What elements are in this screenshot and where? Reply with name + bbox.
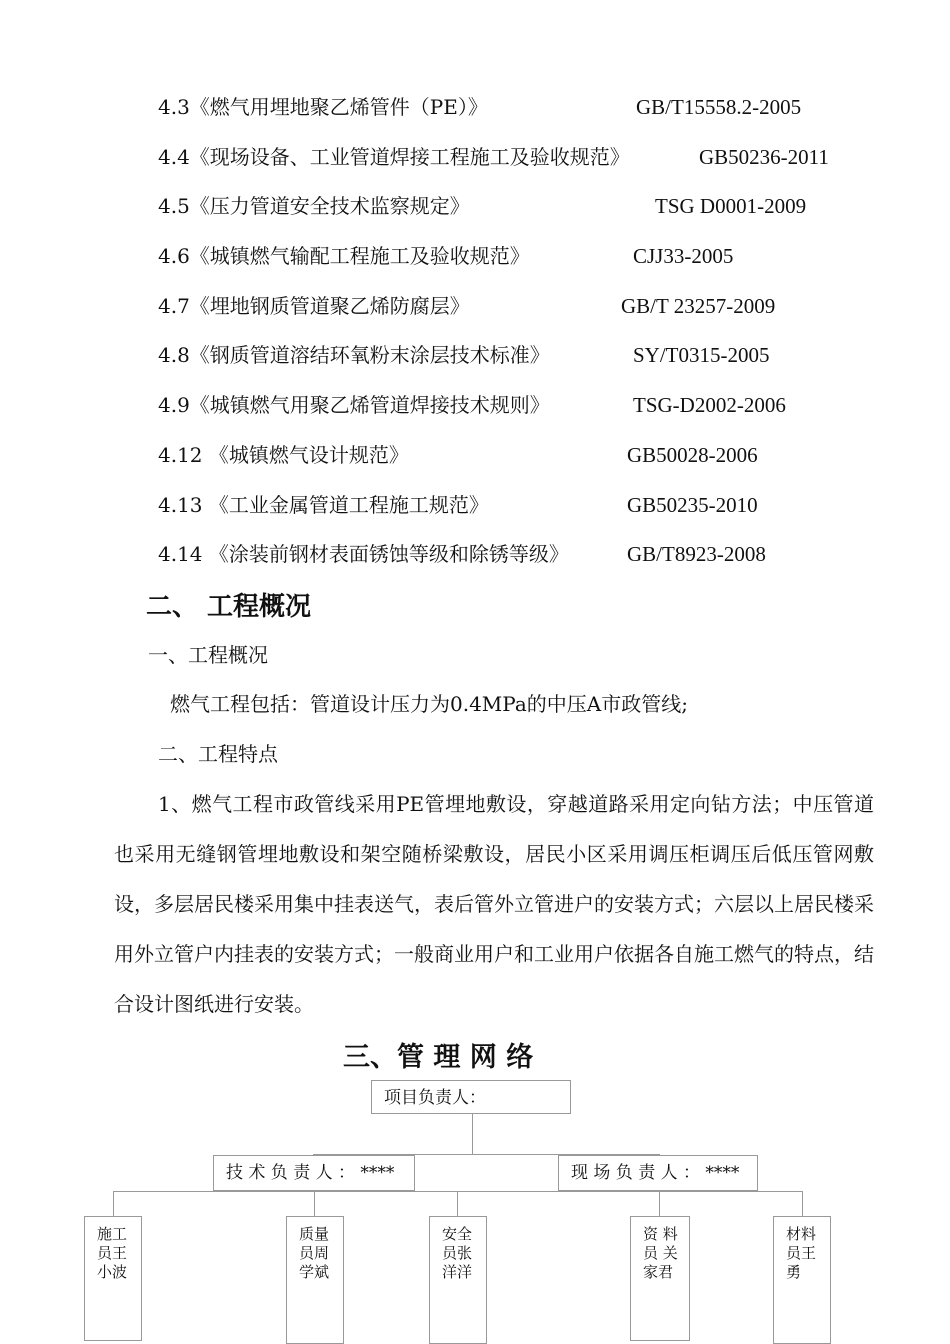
- standard-item-4-8: [158, 340, 858, 370]
- org-project-lead: 项目负责人：: [371, 1080, 571, 1114]
- org-staff-safety: 安全员张洋洋: [429, 1216, 487, 1344]
- standard-title: 4.12 《城镇燃气设计规范》: [158, 443, 409, 467]
- org-connector: [113, 1191, 114, 1216]
- standard-title: 4.8《钢质管道溶结环氧粉末涂层技术标准》: [158, 343, 550, 367]
- feature-paragraph: 1、燃气工程市政管线采用PE管埋地敷设，穿越道路采用定向钻方法；中压管道也采用无缝钢管埋地敷设和架空随桥梁敷设，居民小区采用调压柜调压后低压管网敷设，多层居民楼采用集中挂表送气，表后管外立管进户的安装方式；六层以上居民楼采用外立管户内挂表的安装方式；一般商业用户和工业用户依据各自施工燃气的特点，结合设计图纸进行安装。: [114, 792, 874, 1016]
- standard-code: GB/T8923-2008: [627, 542, 766, 566]
- section-3-heading: 三、管 理 网 络: [343, 1042, 534, 1073]
- standard-item-4-9: [158, 390, 858, 420]
- org-tech-lead: 技 术 负 责 人 ： ****: [213, 1155, 415, 1191]
- standard-title: 4.14 《涂装前钢材表面锈蚀等级和除锈等级》: [158, 542, 569, 566]
- standard-item-4-3: [158, 92, 858, 122]
- standard-item-4-14: [158, 539, 858, 569]
- org-staff-quality: 质量员周学斌: [286, 1216, 344, 1344]
- standard-title: 4.7《埋地钢质管道聚乙烯防腐层》: [158, 294, 470, 318]
- org-staff-documents: 资 料员 关 家君: [630, 1216, 690, 1341]
- org-staff-construction: 施工员王小波: [84, 1216, 142, 1341]
- standard-code: GB50235-2010: [627, 493, 758, 517]
- standard-item-4-7: [158, 291, 858, 321]
- standard-item-4-13: [158, 490, 858, 520]
- section-2-heading: 二、 工程概况: [146, 592, 312, 622]
- standard-code: TSG-D2002-2006: [633, 393, 786, 417]
- org-connector: [472, 1114, 473, 1154]
- overview-text: 燃气工程包括：管道设计压力为0.4MPa的中压A市政管线;: [170, 692, 688, 716]
- org-connector: [457, 1191, 458, 1216]
- org-staff-materials: 材料员王勇: [773, 1216, 831, 1344]
- standard-title: 4.9《城镇燃气用聚乙烯管道焊接技术规则》: [158, 393, 550, 417]
- standard-title: 4.3《燃气用埋地聚乙烯管件（PE）》: [158, 95, 488, 119]
- org-connector: [314, 1191, 315, 1216]
- org-connector: [659, 1191, 660, 1216]
- standard-code: GB/T 23257-2009: [621, 294, 776, 318]
- section-2-sub2: 二、工程特点: [158, 742, 278, 766]
- standard-code: SY/T0315-2005: [633, 343, 770, 367]
- standard-item-4-4: [158, 142, 858, 172]
- org-connector: [802, 1191, 803, 1216]
- standard-title: 4.4《现场设备、工业管道焊接工程施工及验收规范》: [158, 145, 630, 169]
- standard-code: GB/T15558.2-2005: [636, 95, 802, 119]
- org-connector: [113, 1191, 803, 1192]
- standard-code: CJJ33-2005: [633, 244, 734, 268]
- standard-item-4-6: [158, 241, 858, 271]
- standard-title: 4.13 《工业金属管道工程施工规范》: [158, 493, 489, 517]
- standard-code: GB50028-2006: [627, 443, 758, 467]
- standard-item-4-5: [158, 191, 858, 221]
- standard-code: TSG D0001-2009: [655, 194, 807, 218]
- standard-title: 4.6《城镇燃气输配工程施工及验收规范》: [158, 244, 530, 268]
- standard-item-4-12: [158, 440, 858, 470]
- org-site-lead: 现 场 负 责 人 ： ****: [558, 1155, 758, 1191]
- standard-code: GB50236-2011: [699, 145, 829, 169]
- section-2-sub1: 一、工程概况: [148, 643, 268, 667]
- standard-title: 4.5《压力管道安全技术监察规定》: [158, 194, 470, 218]
